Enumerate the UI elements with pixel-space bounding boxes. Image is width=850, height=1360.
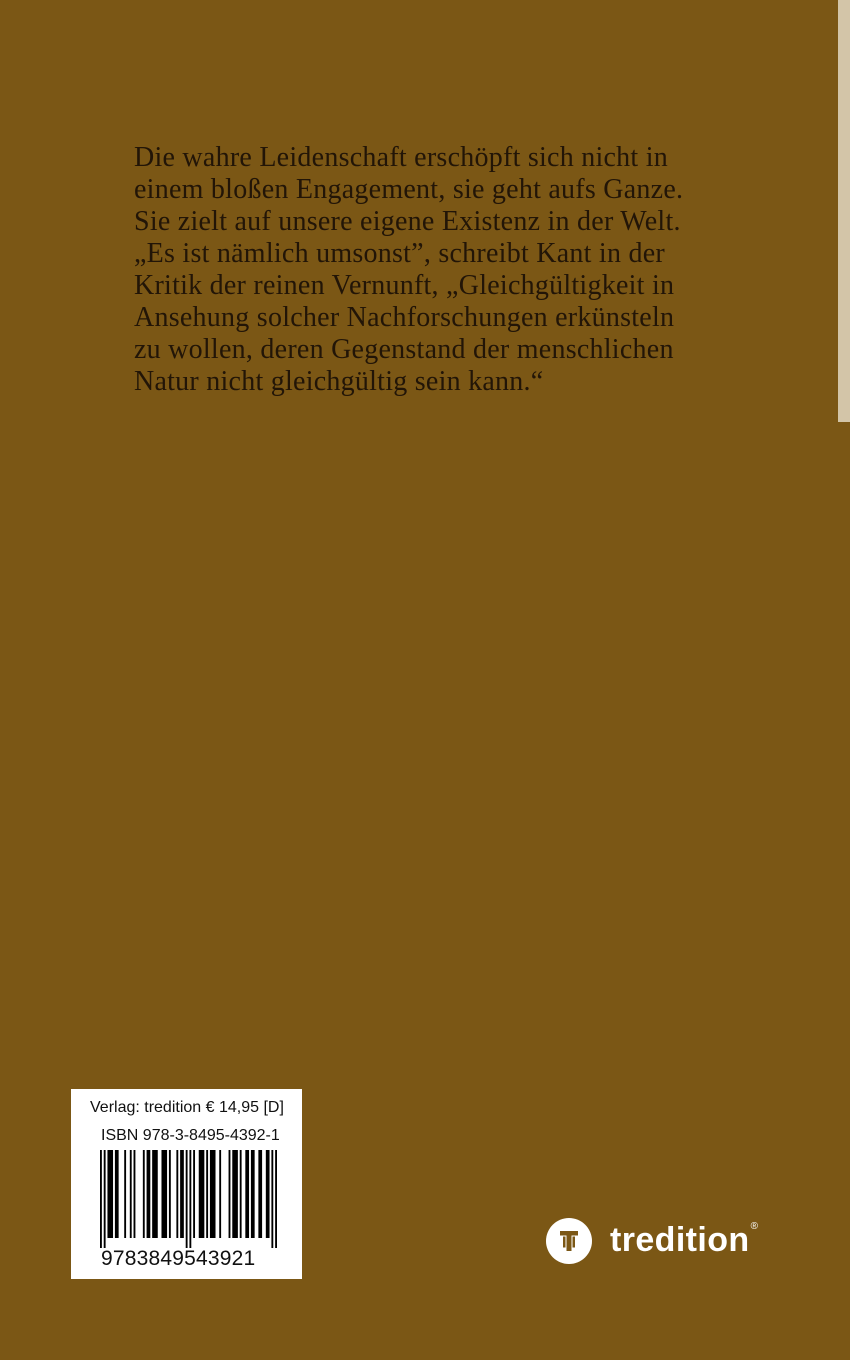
spine-edge [838,0,850,422]
barcode-bar [100,1150,102,1248]
barcode-bar [161,1150,167,1238]
barcode-bar [130,1150,132,1238]
barcode-bar [229,1150,231,1238]
barcode-bar [266,1150,270,1238]
barcode-bar [206,1150,208,1238]
barcode-bar [199,1150,205,1238]
barcode-bar [245,1150,249,1238]
barcode-box [71,1089,302,1279]
barcode-bar [186,1150,188,1248]
blurb-line: „Es ist nämlich umsonst”, schreibt Kant in der [134,238,665,269]
barcode-bar [134,1150,136,1238]
barcode-bar [219,1150,221,1238]
barcode-bar [240,1150,242,1238]
barcode-bar [104,1150,106,1248]
barcode-bar [107,1150,113,1238]
publisher-price-label: Verlag: tredition € 14,95 [D] [90,1099,284,1116]
barcode-bar [176,1150,178,1238]
isbn-label: ISBN 978-3-8495-4392-1 [101,1127,280,1144]
barcode-bar [271,1150,273,1248]
barcode-bar [169,1150,171,1238]
tredition-logo-icon [546,1218,592,1264]
barcode-digits: 9783849543921 [101,1247,256,1270]
barcode-bar [251,1150,255,1238]
barcode-bar [180,1150,184,1238]
barcode-bar [232,1150,238,1238]
barcode-bar [115,1150,119,1238]
blurb-line: Sie zielt auf unsere eigene Existenz in der Welt. [134,206,681,237]
barcode-bar [152,1150,158,1238]
blurb-line: zu wollen, deren Gegenstand der menschlichen [134,334,674,365]
blurb-text [134,142,834,398]
publisher-logo-name: tredition [610,1220,750,1259]
blurb-line: Kritik der reinen Vernunft, „Gleichgültigkeit in [134,270,675,301]
blurb-line: Ansehung solcher Nachforschungen erkünsteln [134,302,675,333]
registered-trademark: ® [750,1220,758,1232]
barcode-bar [193,1150,195,1238]
barcode-bar [210,1150,216,1238]
barcode-bar [258,1150,262,1238]
barcode-bar [143,1150,145,1238]
barcode-image [100,1150,277,1248]
blurb-line: Natur nicht gleichgültig sein kann.“ [134,366,544,397]
publisher-logo [546,1215,758,1267]
barcode-bar [189,1150,191,1248]
barcode-bar [275,1150,277,1248]
blurb-line: Die wahre Leidenschaft erschöpft sich nicht in [134,142,668,173]
blurb-line: einem bloßen Engagement, sie geht aufs Ganze. [134,174,684,205]
barcode-bar [124,1150,126,1238]
barcode-bar [147,1150,151,1238]
